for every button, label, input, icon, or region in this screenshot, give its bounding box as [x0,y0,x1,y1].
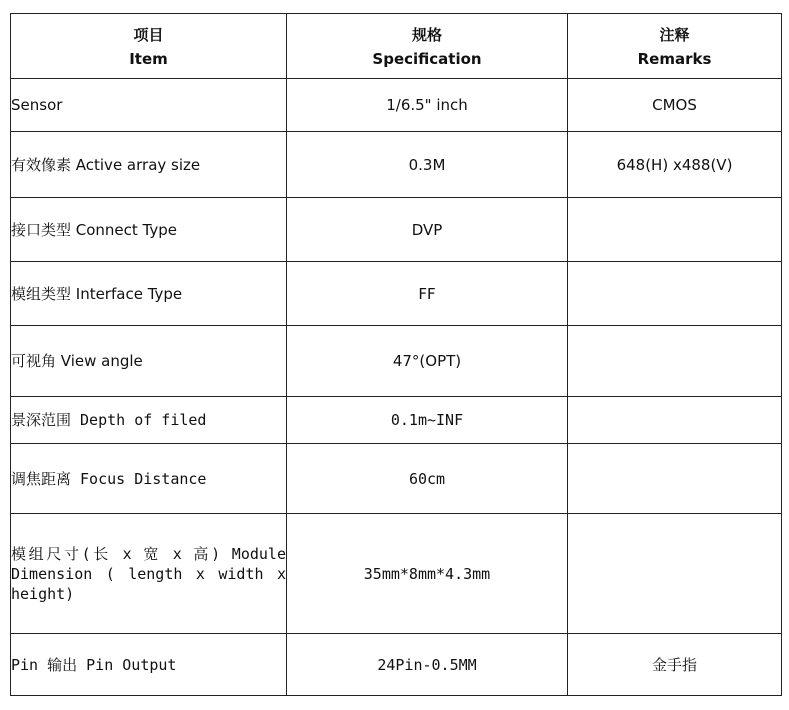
header-remarks-en: Remarks [637,50,712,68]
row-item: 景深范围 Depth of filed [11,397,287,444]
header-specification [287,14,568,79]
header-item-en: Item [129,50,168,68]
row-remark [568,514,782,634]
row-spec: 35mm*8mm*4.3mm [287,514,568,634]
header-specification-zh: 规格 [411,26,442,44]
table-row [11,132,782,198]
row-item: 调焦距离 Focus Distance [11,444,287,514]
row-spec: 60cm [287,444,568,514]
row-spec: 47°(OPT) [287,326,568,397]
specification-table [10,13,782,696]
table-header-row [11,14,782,79]
table-row [11,198,782,262]
row-remark [568,262,782,326]
row-spec: 1/6.5" inch [287,79,568,132]
row-spec: 24Pin-0.5MM [287,634,568,696]
row-spec: FF [287,262,568,326]
row-item: 有效像素 Active array size [11,132,287,198]
row-item: Pin 输出 Pin Output [11,634,287,696]
row-remark: 648(H) x488(V) [568,132,782,198]
row-item: 模组类型 Interface Type [11,262,287,326]
header-remarks-zh: 注释 [659,26,690,44]
row-spec: DVP [287,198,568,262]
row-remark [568,397,782,444]
table-row [11,397,782,444]
row-item: 模组尺寸(长 x 宽 x 高) Module Dimension ( length x width x height) [11,514,287,634]
row-remark [568,444,782,514]
table-row [11,326,782,397]
row-remark: 金手指 [568,634,782,696]
row-item: 可视角 View angle [11,326,287,397]
table-row [11,79,782,132]
row-remark: CMOS [568,79,782,132]
header-item-zh: 项目 [133,26,164,44]
header-item [11,14,287,79]
table-row [11,634,782,696]
row-remark [568,198,782,262]
row-item: Sensor [11,79,287,132]
header-specification-en: Specification [372,50,482,68]
table-row [11,444,782,514]
row-remark [568,326,782,397]
table-row [11,514,782,634]
row-item: 接口类型 Connect Type [11,198,287,262]
header-remarks [568,14,782,79]
row-spec: 0.1m~INF [287,397,568,444]
row-spec: 0.3M [287,132,568,198]
table-row [11,262,782,326]
